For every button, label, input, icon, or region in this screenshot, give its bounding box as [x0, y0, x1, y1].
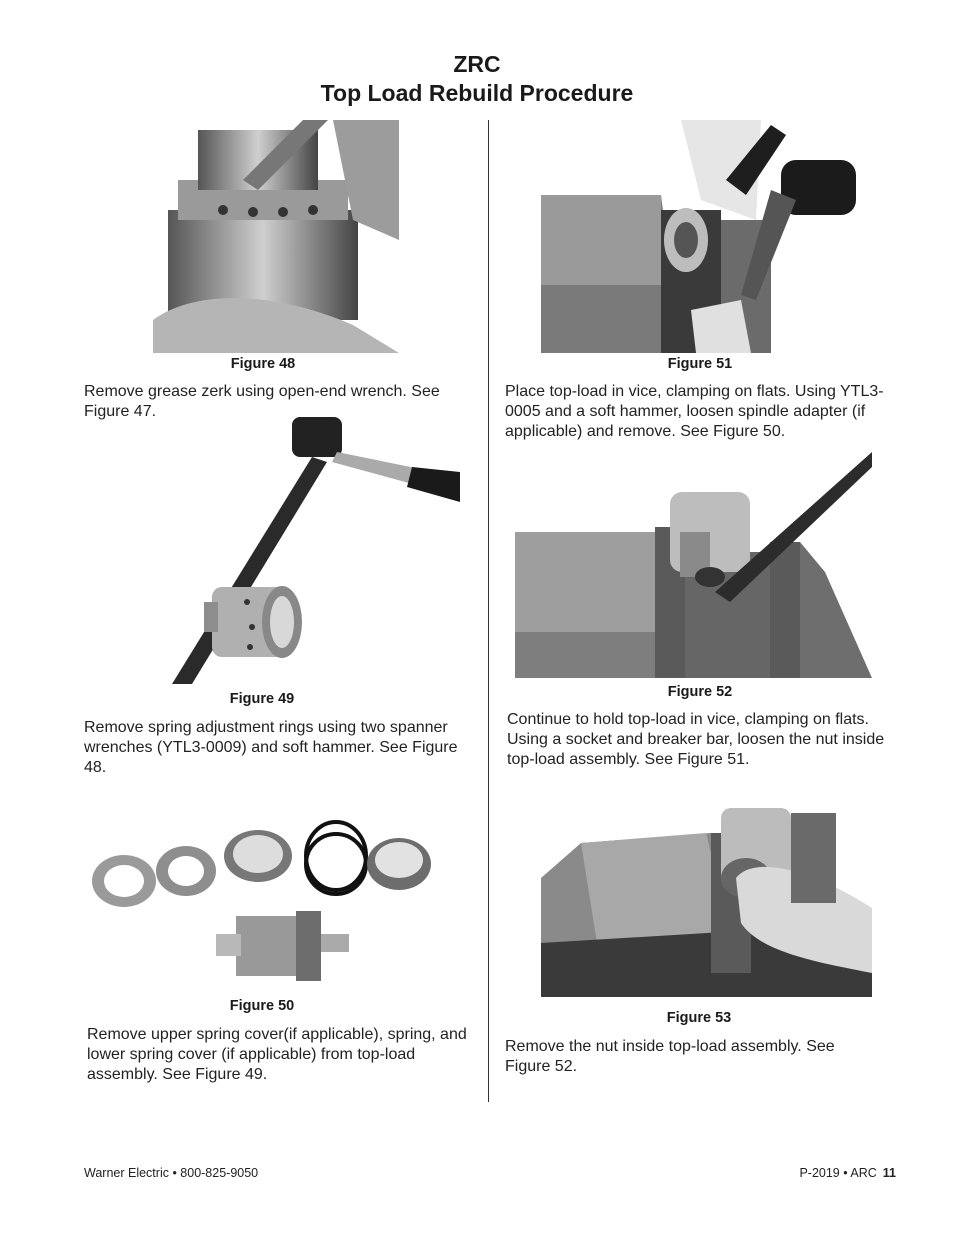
figure-51-caption: Figure 51: [667, 356, 733, 372]
page-title: [0, 50, 954, 108]
figure-53-text: Remove the nut inside top-load assembly. See Figure 52.: [505, 1038, 835, 1075]
figure-48-text: Remove grease zerk using open-end wrench. See Figure 47.: [84, 383, 440, 420]
figure-52-text: Continue to hold top-load in vice, clamping on flats. Using a socket and breaker bar, loosen the nut inside top-load assembly. See Figure 51.: [507, 711, 885, 768]
title-line-1: ZRC: [453, 51, 501, 77]
figure-49-photo: [172, 417, 460, 684]
figure-51-photo: [541, 120, 856, 353]
figure-53-photo: [541, 803, 872, 997]
figure-50-text: Remove upper spring cover(if applicable), spring, and lower spring cover (if applicable) from top-load assembly. See Figure 49.: [87, 1026, 467, 1083]
figure-49-text: Remove spring adjustment rings using two spanner wrenches (YTL3-0009) and soft hammer. See Figure 48.: [84, 719, 458, 776]
footer-page-info: [799, 1166, 896, 1180]
figure-52-photo: [515, 452, 872, 678]
figure-51-text: Place top-load in vice, clamping on flats. Using YTL3-0005 and a soft hammer, loosen spindle adapter (if applicable) and remove. See Figure 50.: [505, 383, 884, 440]
figure-50-photo: [86, 816, 439, 984]
footer-doc-number: P-2019 • ARC: [799, 1166, 877, 1180]
page-number: 11: [882, 1166, 896, 1180]
figure-49-caption: Figure 49: [229, 691, 295, 707]
figure-48-photo: [153, 120, 399, 353]
figure-48-caption: Figure 48: [230, 356, 296, 372]
figure-53-caption: Figure 53: [666, 1010, 732, 1026]
footer-company: Warner Electric • 800-825-9050: [84, 1166, 259, 1180]
column-divider: [488, 120, 489, 1102]
title-line-2: Top Load Rebuild Procedure: [320, 80, 634, 106]
figure-52-caption: Figure 52: [667, 684, 733, 700]
figure-50-caption: Figure 50: [229, 998, 295, 1014]
